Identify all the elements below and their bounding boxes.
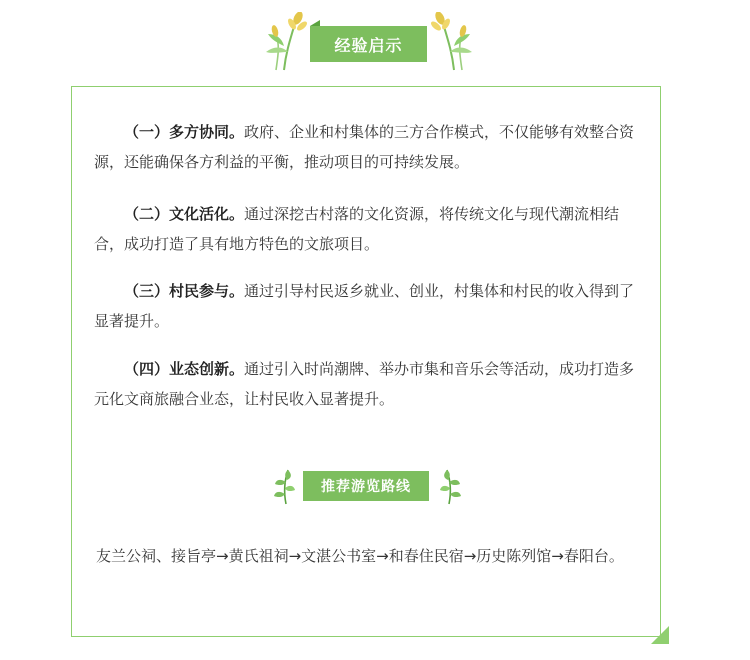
insight-label: （二）文化活化。 [124,205,245,223]
insight-text: 通过深挖古村落的文化资源，将传统文化与现代潮流相结合，成功打造了具有地方特色的文旅项目。 [94,205,620,253]
wheat-icon [426,12,476,72]
insight-item-4 [94,354,649,414]
insight-text: 政府、企业和村集体的三方合作模式，不仅能够有效整合资源，还能确保各方利益的平衡，推动项目的可持续发展。 [94,123,635,171]
section-header [262,12,476,72]
leaf-sprig-icon [270,466,298,506]
route-text: 友兰公祠、接旨亭→黄氏祖祠→文湛公书室→和春住民宿→历史陈列馆→春阳台。 [96,547,624,565]
insight-item-3 [94,276,649,336]
leaf-sprig-icon [437,466,465,506]
insight-text: 通过引入时尚潮牌、举办市集和音乐会等活动，成功打造多元化文商旅融合业态，让村民收入显著提升。 [94,360,635,408]
insight-label: （四）业态创新。 [124,360,245,378]
insight-item-1 [94,117,649,177]
route-title: 推荐游览路线 [303,471,429,501]
insight-item-2 [94,199,649,259]
section-title: 经验启示 [310,26,427,62]
insight-label: （三）村民参与。 [124,282,245,300]
wheat-icon [262,12,312,72]
route-header [270,466,465,506]
insight-text: 通过引导村民返乡就业、创业，村集体和村民的收入得到了显著提升。 [94,282,635,330]
insight-label: （一）多方协同。 [124,123,245,141]
